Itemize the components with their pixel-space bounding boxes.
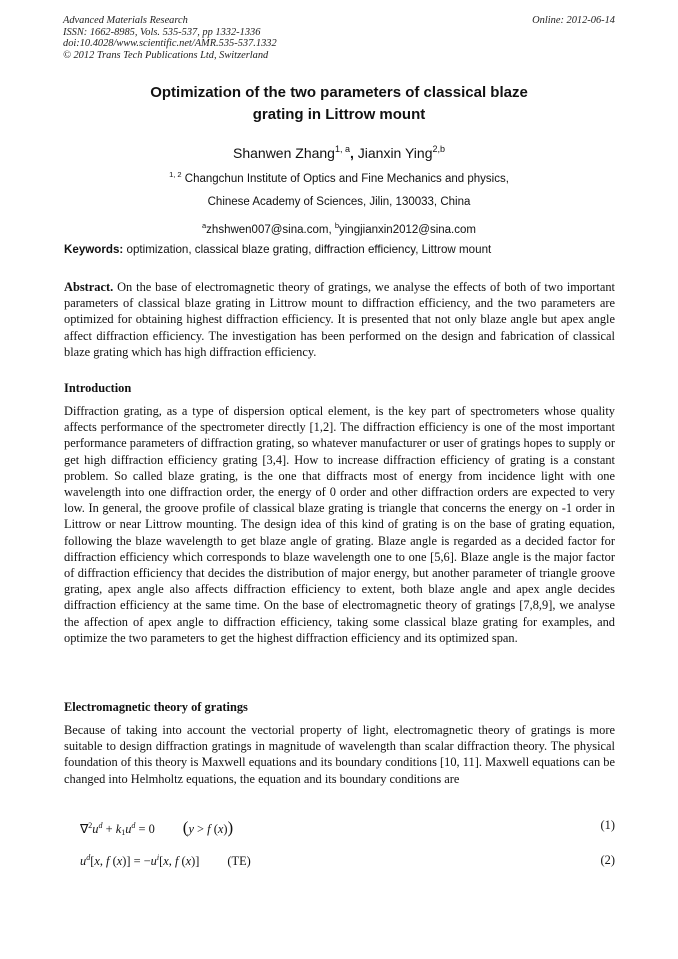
title-line-2: grating in Littrow mount [252,106,426,123]
journal-name: Advanced Materials Research [63,15,188,26]
introduction-paragraph: Diffraction grating, as a type of dispersion optical element, is the key part of spectrometers whose quality affects performance of the spectrometer directly [1,2]. The diffraction efficiency is one of the most important performance parameters of diffraction grating, so whatever manufacturer or user of gratings hopes to supply or get high diffraction efficiency grating [3,4]. How to increase diffraction efficiency of grating is a constant problem. So called blaze grating, is the one that diffracts most of energy from incidence light with one wavelength into one diffraction order, the energy of 0 order and other diffraction orders are expected to very low. In general, the groove profile of classical blaze grating is triangle that concerns the energy on -1 order in Littrow or near Littrow mounting. The design idea of this kind of grating is on the base of grating equation, following the blaze wavelength to get blaze angle of grating. Blaze angle is regarded as a decided factor for diffraction efficiency which corresponds to blaze wavelength one to one [5,6]. Blaze angle is the major factor of diffraction efficiency that decides the distribution of major energy, but another parameter of triangle groove grating, apex angle also affects diffraction efficiency to extent, both blaze angle and apex angle decides diffraction efficiency at the same time. On the base of electromagnetic theory of gratings [7,8,9], we analyse the affection of apex angle to diffraction efficiency, taking some classical blaze grating for examples, and optimize the two parameters to get the highest diffraction efficiency and its optimized span. [64,404,615,645]
journal-issn: ISSN: 1662-8985, Vols. 535-537, pp 1332-1336 [63,26,261,38]
keywords-label: Keywords: [64,243,124,256]
abstract-label: Abstract. [64,280,114,294]
author-separator: , [349,145,354,161]
equation-2-number: (2) [600,853,615,867]
author-2-affil: 2,b [432,144,445,154]
email-a[interactable]: zhshwen007@sina.com, [206,224,335,236]
equation-2-mode: (TE) [227,854,251,868]
equation-1-body: $\nabla^2u^d + k_1u^d = 0$ (y > f (x)) [80,818,234,837]
section-heading-introduction: Introduction [64,381,132,395]
abstract [64,279,615,360]
em-theory-paragraph: Because of taking into account the vectorial property of light, electromagnetic theory of gratings is more suitable to design diffraction gratings in magnitude of wavelength than scalar diffraction theory. The physical foundation of this theory is Maxwell equations and its boundary conditions [10, 11]. Maxwell equations can be changed into Helmholtz equations, the equation and its boundary conditions are [64,723,615,786]
abstract-text: On the base of electromagnetic theory of gratings, we analyse the effects of both of two important parameters of classical blaze grating in Littrow mount to diffraction efficiency, and the two parameters are optimized for obtaining highest diffraction efficiency. It is presented that not only blaze angle but apex angle affect diffraction efficiency. The investigation has been performed on the design and fabrication of classical blaze grating which has high diffraction efficiency. [64,280,615,359]
author-2: Jianxin Ying [357,145,433,161]
author-1: Shanwen Zhang [233,145,335,161]
paper-title [90,82,588,126]
online-date: Online: 2012-06-14 [532,15,615,26]
affiliation-marker: 1, 2 [169,170,182,179]
author-1-affil: 1, a [334,144,350,154]
keywords-text: optimization, classical blaze grating, diffraction efficiency, Littrow mount [123,243,492,256]
affiliation-line-1: $^{1, 2}$ Changchun Institute of Optics and Fine Mechanics and physics, [169,170,509,185]
equation-2 [80,853,615,869]
journal-header [63,15,615,61]
journal-doi: doi:10.4028/www.scientific.net/AMR.535-537.1332 [63,38,277,50]
equation-2-body: $u^d[x$, f $(x)] = -u^i[x$, f (x)] (TE) [80,853,251,868]
equation-1 [80,818,615,838]
equation-1-number: (1) [600,818,615,832]
journal-copyright: © 2012 Trans Tech Publications Ltd, Switzerland [63,49,269,61]
affiliation-line-2: Chinese Academy of Sciences, Jilin, 130033, China [207,196,471,208]
email-b[interactable]: yingjianxin2012@sina.com [339,224,476,236]
author-list [90,139,588,163]
title-line-1: Optimization of the two parameters of classical blaze [150,84,528,101]
author-emails: $^a$zhshwen007@sina.com, $^b$yingjianxin2012@sina.com [202,221,476,236]
affiliation [90,163,588,242]
section-heading-em-theory: Electromagnetic theory of gratings [64,700,248,714]
keywords [64,242,616,258]
